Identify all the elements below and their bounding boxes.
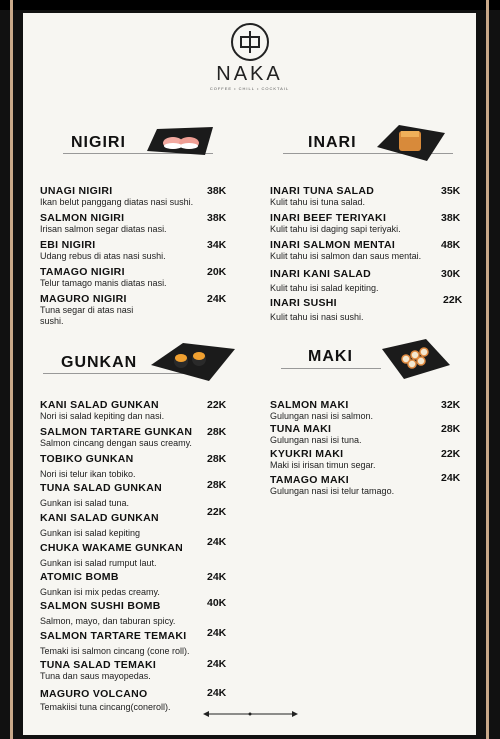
- logo-mark-icon: [231, 23, 269, 61]
- item-price: 28K: [207, 453, 227, 465]
- menu-item: SALMON NIGIRI Irisan salmon segar diatas nasi.: [40, 212, 167, 234]
- menu-item: INARI TUNA SALAD Kulit tahu isi tuna salad.: [270, 185, 375, 207]
- menu-item: INARI SUSHI Kulit tahu isi nasi sushi.: [270, 297, 364, 322]
- menu-item: INARI KANI SALAD Kulit tahu isi salad kepiting.: [270, 268, 379, 293]
- menu-item: SALMON MAKI Gulungan nasi isi salmon.: [270, 399, 374, 421]
- menu-item: SALMON SUSHI BOMB Salmon, mayo, dan taburan spicy.: [40, 600, 176, 626]
- menu-item: UNAGI NIGIRI Ikan belut panggang diatas nasi sushi.: [40, 185, 194, 207]
- maki-title: MAKI: [308, 348, 353, 365]
- menu-item: KYUKRI MAKI Maki isi irisan timun segar.: [270, 448, 376, 470]
- menu-item: TAMAGO NIGIRI Telur tamago manis diatas nasi.: [40, 266, 167, 288]
- brand-logo: [23, 23, 476, 91]
- menu-item: MAGURO VOLCANO Temakiisi tuna cincang(coneroll).: [40, 688, 171, 712]
- inari-plate-image: [375, 119, 447, 163]
- menu-item: KANI SALAD GUNKAN Nori isi salad kepiting dan nasi.: [40, 399, 165, 421]
- menu-item: TUNA SALAD TEMAKI Tuna dan saus mayopedas.: [40, 659, 157, 681]
- item-price: 22K: [207, 399, 227, 411]
- nigiri-plate-image: [143, 121, 215, 161]
- menu-item: SALMON TARTARE GUNKAN Salmon cincang dengan saus creamy.: [40, 426, 193, 448]
- item-price: 34K: [207, 239, 227, 251]
- item-price: 22K: [443, 294, 463, 306]
- maki-rule: [281, 368, 381, 369]
- nigiri-title: NIGIRI: [71, 134, 126, 151]
- inari-title: INARI: [308, 134, 357, 151]
- menu-item: INARI BEEF TERIYAKI Kulit tahu isi daging sapi teriyaki.: [270, 212, 401, 234]
- item-price: 24K: [207, 658, 227, 670]
- brand-name: NAKA: [216, 63, 283, 85]
- item-price: 28K: [207, 426, 227, 438]
- brand-tagline: COFFEE • CHILL • COCKTAIL: [209, 86, 290, 91]
- item-price: 24K: [207, 293, 227, 305]
- item-price: 24K: [207, 571, 227, 583]
- gunkan-title: GUNKAN: [61, 354, 138, 371]
- menu-item: EBI NIGIRI Udang rebus di atas nasi sushi.: [40, 239, 166, 261]
- gunkan-plate-image: [149, 335, 237, 383]
- item-price: 48K: [441, 239, 461, 251]
- item-price: 20K: [207, 266, 227, 278]
- item-price: 22K: [441, 448, 461, 460]
- item-price: 40K: [207, 597, 227, 609]
- frame-top: [0, 0, 500, 10]
- menu-item: MAGURO NIGIRI Tuna segar di atas nasi sushi.: [40, 293, 134, 326]
- maki-plate-image: [380, 335, 452, 383]
- divider-ornament-icon: [203, 710, 298, 718]
- right-stripe: [486, 0, 489, 739]
- menu-item: TUNA SALAD GUNKAN Gunkan isi salad tuna.: [40, 482, 162, 508]
- menu-item: TOBIKO GUNKAN Nori isi telur ikan tobiko.: [40, 453, 136, 479]
- item-price: 38K: [441, 212, 461, 224]
- item-price: 38K: [207, 185, 227, 197]
- menu-item: SALMON TARTARE TEMAKI Temaki isi salmon cincang (cone roll).: [40, 630, 190, 656]
- item-price: 24K: [207, 687, 227, 699]
- menu-item: ATOMIC BOMB Gunkan isi mix pedas creamy.: [40, 571, 160, 597]
- menu-item: TAMAGO MAKI Gulungan nasi isi telur tamago.: [270, 474, 395, 496]
- item-price: 32K: [441, 399, 461, 411]
- menu-item: KANI SALAD GUNKAN Gunkan isi salad kepiting: [40, 512, 159, 538]
- item-price: 28K: [207, 479, 227, 491]
- item-price: 24K: [207, 536, 227, 548]
- menu-item: CHUKA WAKAME GUNKAN Gunkan isi salad rumput laut.: [40, 542, 183, 568]
- menu-item: INARI SALMON MENTAI Kulit tahu isi salmon dan saus mentai.: [270, 239, 422, 261]
- item-price: 24K: [207, 627, 227, 639]
- item-price: 38K: [207, 212, 227, 224]
- item-price: 28K: [441, 423, 461, 435]
- item-price: 30K: [441, 268, 461, 280]
- menu-page: [23, 13, 476, 735]
- item-price: 24K: [441, 472, 461, 484]
- item-price: 22K: [207, 506, 227, 518]
- menu-item: TUNA MAKI Gulungan nasi isi tuna.: [270, 423, 362, 445]
- item-price: 35K: [441, 185, 461, 197]
- left-stripe: [10, 0, 13, 739]
